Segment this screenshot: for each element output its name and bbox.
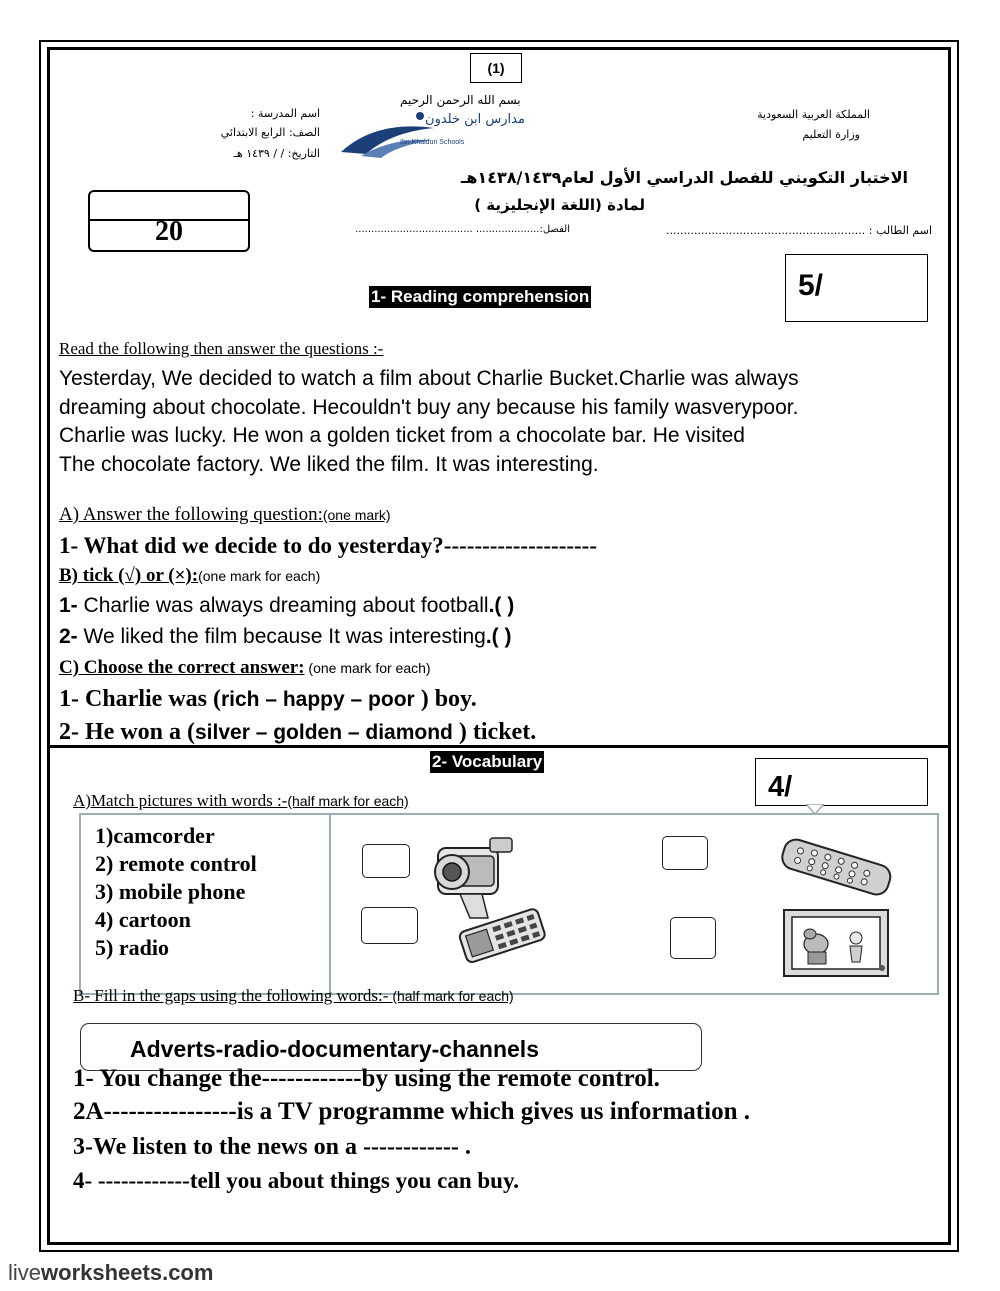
part-b-label: B) tick (√) or (×): xyxy=(59,565,199,586)
part-b-q1-answer[interactable]: .( ) xyxy=(488,594,515,617)
section-divider xyxy=(50,745,948,748)
part-b-heading xyxy=(59,565,320,587)
part-a-heading xyxy=(59,504,391,526)
passage-line: Charlie was lucky. He won a golden ticket from a chocolate bar. He visited xyxy=(59,424,745,447)
logo-text: مدارس ابن خلدون xyxy=(425,112,525,127)
part-c-q2-choices[interactable]: silver – golden – diamond xyxy=(194,721,453,744)
part-c-q1-pre: 1- Charlie was ( xyxy=(59,686,221,712)
part-c-note: (one mark for each) xyxy=(304,660,431,676)
word-item: 1)camcorder xyxy=(95,823,215,848)
brand-tld: .com xyxy=(162,1260,214,1285)
word-list xyxy=(95,822,257,962)
passage-line: dreaming about chocolate. Hecouldn't buy any because his family wasverypoor. xyxy=(59,395,799,419)
part-c-label: C) Choose the correct answer: xyxy=(59,657,305,678)
subject-title: لمادة (اللغة الإنجليزية ) xyxy=(474,196,645,214)
gap-sentence-1[interactable]: 1- You change the------------by using the remote control. xyxy=(73,1065,660,1092)
mobile-phone-picture xyxy=(455,906,547,964)
word-item: 2) remote control xyxy=(95,851,257,876)
logo-subtitle: Ibn Khaldun Schools xyxy=(400,139,465,146)
reading-score-box[interactable]: 5/ xyxy=(785,254,928,322)
part-b-q1[interactable] xyxy=(59,594,514,618)
cartoon-tv-picture xyxy=(782,908,890,978)
part-c-q2-pre: 2- He won a ( xyxy=(59,719,195,745)
school-name-label: اسم المدرسة : xyxy=(250,107,320,120)
gap-sentence-3[interactable]: 3-We listen to the news on a ------------ . xyxy=(73,1134,471,1160)
ministry-label: وزارة التعليم xyxy=(802,128,860,141)
part-b-q2-text: We liked the film because It was interesting xyxy=(77,625,486,648)
word-item: 5) radio xyxy=(95,935,169,960)
match-table-divider xyxy=(329,815,331,993)
match-note: (half mark for each) xyxy=(287,793,409,809)
answer-box-cartoon[interactable] xyxy=(670,917,716,959)
brand-bold: worksheets xyxy=(41,1260,163,1285)
vocabulary-section-title: 2- Vocabulary xyxy=(432,752,543,771)
gap-sentence-2[interactable]: 2A----------------is a TV programme which gives us information . xyxy=(73,1098,750,1125)
fill-heading xyxy=(73,986,514,1006)
word-bank: Adverts-radio-documentary-channels xyxy=(130,1036,539,1062)
student-name-field[interactable]: اسم الطالب : ......................................................... xyxy=(665,224,932,237)
part-b-q2-answer[interactable]: .( ) xyxy=(485,625,512,648)
passage-line: Yesterday, We decided to watch a film about Charlie Bucket.Charlie was always xyxy=(59,367,799,390)
part-c-heading xyxy=(59,657,431,679)
part-b-note: (one mark for each) xyxy=(198,568,321,584)
part-c-q2[interactable] xyxy=(59,719,536,746)
answer-box-mobile-phone[interactable] xyxy=(361,907,418,944)
match-heading xyxy=(73,791,409,811)
part-a-label: A) Answer the following question: xyxy=(59,504,323,525)
part-c-q1-post: ) boy. xyxy=(414,686,477,712)
word-item: 4) cartoon xyxy=(95,907,191,932)
reading-instruction: Read the following then answer the questions :- xyxy=(59,339,384,358)
fill-label: B- Fill in the gaps using the following words:- xyxy=(73,986,389,1005)
total-grade: 20 xyxy=(155,216,183,247)
part-b-q2-num: 2- xyxy=(59,625,78,648)
answer-box-remote-control[interactable] xyxy=(662,836,708,870)
part-c-q1[interactable] xyxy=(59,686,477,713)
part-b-q2[interactable] xyxy=(59,625,511,649)
reading-passage xyxy=(59,365,939,479)
date-label: التاريخ: / / ١٤٣٩ هـ xyxy=(233,147,320,160)
kingdom-label: المملكة العربية السعودية xyxy=(757,108,870,121)
part-b-q1-text: Charlie was always dreaming about football xyxy=(77,594,489,617)
gap-sentence-4[interactable]: 4- ------------tell you about things you can buy. xyxy=(73,1168,519,1193)
passage-line: The chocolate factory. We liked the film. It was interesting. xyxy=(59,452,599,476)
basmala: بسم الله الرحمن الرحيم xyxy=(400,93,521,107)
fill-note: (half mark for each) xyxy=(388,988,514,1004)
brand-light: live xyxy=(8,1260,42,1285)
part-c-q1-choices[interactable]: rich – happy – poor xyxy=(220,688,415,711)
part-c-q2-post: ) ticket. xyxy=(452,719,537,745)
page-number: (1) xyxy=(470,53,522,83)
vocabulary-score-box[interactable]: 4/ xyxy=(755,758,928,806)
part-b-q1-num: 1- xyxy=(59,594,78,617)
part-a-note: (one mark) xyxy=(322,507,391,523)
part-a-question[interactable]: 1- What did we decide to do yesterday?-------------------- xyxy=(59,533,597,558)
remote-control-picture xyxy=(775,838,897,898)
answer-box-camcorder[interactable] xyxy=(362,844,410,878)
reading-section-title: 1- Reading comprehension xyxy=(371,287,590,306)
exam-title: الاختبار التكويني للفصل الدراسي الأول لعام١٤٣٨/١٤٣٩هـ xyxy=(460,168,908,187)
section-field[interactable]: الفصل:.................... ..................................... xyxy=(355,224,570,235)
liveworksheets-brand[interactable] xyxy=(8,1260,213,1286)
match-label: A)Match pictures with words :- xyxy=(73,791,288,810)
class-label: الصف: الرابع الابتدائي xyxy=(220,126,320,139)
word-item: 3) mobile phone xyxy=(95,879,246,904)
